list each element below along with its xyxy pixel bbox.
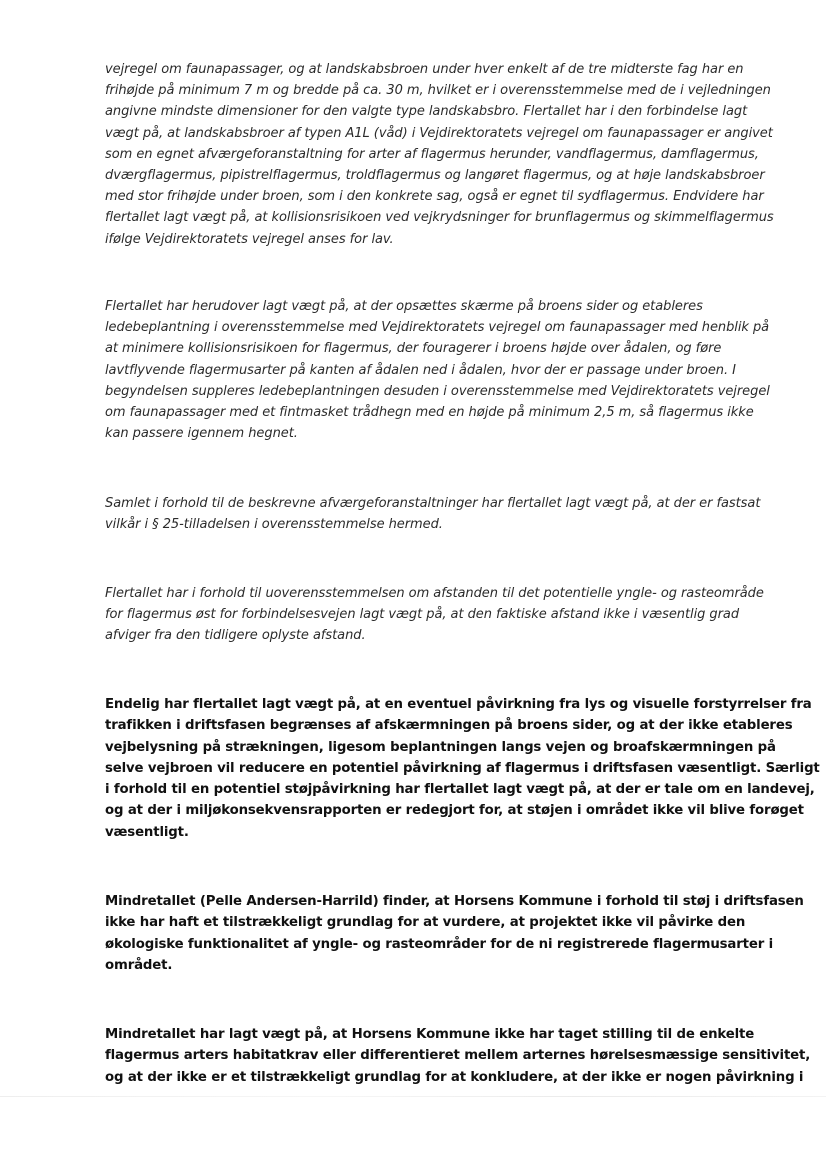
text-line: vejbelysning på strækningen, ligesom beplantningen langs vejen og broafskærmningen på [105, 739, 776, 755]
text-line: flagermus arters habitatkrav eller differentieret mellem arternes hørelsesmæssige sensitivitet, [105, 1048, 811, 1064]
text-line: ifølge Vejdirektoratets vejregel anses for lav. [105, 231, 394, 247]
text-line: trafikken i driftsfasen begrænses af afskærmningen på broens sider, og at der ikke etableres [105, 718, 793, 734]
text-line: Mindretallet (Pelle Andersen-Harrild) finder, at Horsens Kommune i forhold til støj i driftsfasen [105, 894, 804, 909]
text-line: Samlet i forhold til de beskrevne afværgeforanstaltninger har flertallet lagt vægt på, at der er fastsat [105, 496, 761, 511]
text-line: lavtflyvende flagermusarter på kanten af ådalen ned i ådalen, hvor der er passage under broen. I [105, 362, 736, 378]
text-line: om faunapassager med et fintmasket trådhegn med en højde på minimum 2,5 m, så flagermus ikke [105, 405, 754, 421]
text-line: i forhold til en potentiel støjpåvirkning har flertallet lagt vægt på, at der er tale om en landevej, [105, 782, 815, 798]
text-line: ledebeplantning i overensstemmelse med Vejdirektoratets vejregel om faunapassager med henblik på [105, 320, 770, 336]
paragraph-afstand [105, 583, 764, 647]
text-line: og at der i miljøkonsekvensrapporten er redegjort for, at støjen i området ikke vil blive forøget [105, 803, 804, 819]
text-line: væsentligt. [105, 824, 189, 840]
text-line: dværgflagermus, pipistrelflagermus, troldflagermus og langøret flagermus, og at høje landskabsbroer [105, 168, 765, 184]
text-line: kan passere igennem hegnet. [105, 426, 298, 442]
text-line: at minimere kollisionsrisikoen for flagermus, der fouragerer i broens højde over ådalen, og føre [105, 341, 722, 357]
text-line: vilkår i § 25-tilladelsen i overensstemmelse hermed. [105, 517, 443, 533]
text-line: området. [105, 957, 173, 973]
scan-cutoff [0, 1088, 826, 1169]
paragraph-mindretal-vaegt [105, 1024, 810, 1088]
text-line: og at der ikke er et tilstrækkeligt grundlag for at konkludere, at der ikke er nogen påvirkning i [105, 1069, 804, 1085]
text-line: som en egnet afværgeforanstaltning for arter af flagermus herunder, vandflagermus, damflagermus, [105, 146, 759, 162]
paragraph-mindretal-finder [105, 891, 804, 976]
paragraph-lys-stoj [105, 694, 820, 843]
text-line: Flertallet har i forhold til uoverensstemmelsen om afstanden til det potentielle yngle- og rasteområde [105, 586, 764, 601]
paragraph-faunapassager [105, 59, 774, 250]
text-line: økologiske funktionalitet af yngle- og rasteområder for de ni registrerede flagermusarter i [105, 936, 774, 952]
text-line: angivne mindste dimensioner for den valgte type landskabsbro. Flertallet har i den forbindelse lagt [105, 104, 748, 120]
text-line: afviger fra den tidligere oplyste afstand. [105, 628, 366, 644]
text-line: vægt på, at landskabsbroer af typen A1L (våd) i Vejdirektoratets vejregel om faunapassager er angivet [105, 125, 773, 141]
text-line: Mindretallet har lagt vægt på, at Horsens Kommune ikke har taget stilling til de enkelte [105, 1027, 755, 1042]
text-line: Endelig har flertallet lagt vægt på, at en eventuel påvirkning fra lys og visuelle forstyrrelser fra [105, 697, 812, 712]
text-line: med stor frihøjde under broen, som i den konkrete sag, også er egnet til sydflagermus. Endvidere har [105, 189, 764, 205]
text-line: Flertallet har herudover lagt vægt på, at der opsættes skærme på broens sider og etableres [105, 299, 703, 314]
paragraph-skaerme-ledebeplantning [105, 296, 770, 444]
text-line: frihøjde på minimum 7 m og bredde på ca. 30 m, hvilket er i overensstemmelse med de i vejledningen [105, 83, 771, 99]
text-line: vejregel om faunapassager, og at landskabsbroen under hver enkelt af de tre midterste fag har en [105, 62, 744, 77]
paragraph-samlet-vilkaar [105, 493, 760, 535]
text-line: flertallet lagt vægt på, at kollisionsrisikoen ved vejkrydsninger for brunflagermus og skimmelflagermus [105, 210, 774, 226]
text-line: selve vejbroen vil reducere en potentiel påvirkning af flagermus i driftsfasen væsentligt. Særligt [105, 760, 820, 776]
scan-artifact-line [0, 1096, 826, 1097]
text-line: ikke har haft et tilstrækkeligt grundlag for at vurdere, at projektet ikke vil påvirke den [105, 915, 746, 931]
text-line: begyndelsen suppleres ledebeplantningen desuden i overensstemmelse med Vejdirektoratets vejregel [105, 383, 770, 399]
text-line: for flagermus øst for forbindelsesvejen lagt vægt på, at den faktiske afstand ikke i væsentlig grad [105, 607, 740, 623]
